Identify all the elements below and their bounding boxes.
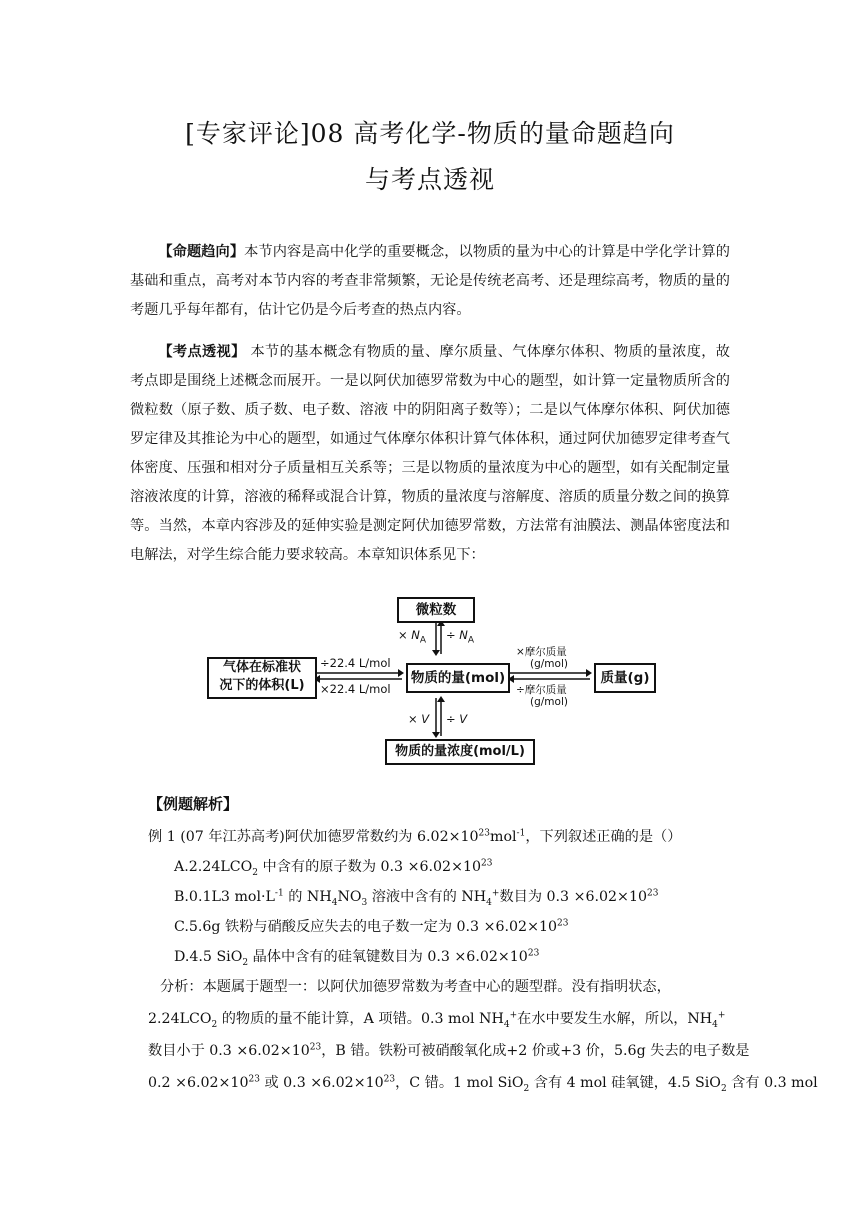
div-v-label: ÷ V bbox=[446, 712, 468, 726]
concentration-box: 物质的量浓度(mol/L) bbox=[385, 739, 535, 765]
trend-text: 本节内容是高中化学的重要概念，以物质的量为中心的计算是中学化学计算的基础和重点，高考对本节内容的考查非常频繁，无论是传统老高考、还是理综高考，物质的量的考题几乎每年都有，估计它仍是今后考查的热点内容。 bbox=[130, 244, 730, 318]
times-v-label: × V bbox=[408, 712, 430, 726]
examples-header: 【例题解析】 bbox=[148, 795, 239, 813]
page-title-line2: 与考点透视 bbox=[364, 165, 495, 194]
analysis-line-3: 数目小于 $0.3 \times 6.02\times 10^{23}$，B 错。铁粉可被硝酸氧化成+2 价或+3 价，5.6g 失去的电子数是 bbox=[148, 1042, 750, 1059]
div-na-label: ÷ $N_A$ bbox=[446, 628, 475, 646]
exam-point-label: 【考点透视】 bbox=[158, 344, 246, 360]
example1-option-c: C.5.6g 铁粉与硝酸反应失去的电子数一定为 $0.3 \times 6.02\times 10^{23}$ bbox=[174, 918, 569, 935]
exam-point-paragraph bbox=[130, 338, 730, 570]
times-molar-mass-label: ×摩尔质量 bbox=[516, 646, 567, 658]
molar-mass-unit-bottom: (g/mol) bbox=[530, 696, 568, 708]
exam-point-text: 本节的基本概念有物质的量、摩尔质量、气体摩尔体积、物质的量浓度，故考点即是围绕上述概念而展开。一是以阿伏加德罗常数为中心的题型，如计算一定量物质所含的微粒数（原子数、质子数、电子数、溶液 中的阴阳离子数等）；二是以气体摩尔体积、阿伏加德罗定律及其推论为中心的题型，如通过气体摩尔体积计算气体体积，通过阿伏加德罗定律考查气体密度、压强和相对分子质量相互关系等；三是以物质的量浓度为中心的题型，如有关配制定量溶液浓度的计算，溶液的稀释或混合计算，物质的量浓度与溶解度、溶质的质量分数之间的换算等。当然，本章内容涉及的延伸实验是测定阿伏加德罗常数，方法常有油膜法、测晶体密度法和电解法，对学生综合能力要求较高。本章知识体系见下： bbox=[130, 344, 730, 563]
trend-paragraph bbox=[130, 238, 730, 325]
div-224-label: ÷22.4 L/mol bbox=[320, 656, 391, 670]
analysis-line-1: 分析：本题属于题型一：以阿伏加德罗常数为考查中心的题型群。没有指明状态， bbox=[160, 979, 671, 995]
particles-box: 微粒数 bbox=[397, 597, 475, 623]
times-224-label: ×22.4 L/mol bbox=[320, 682, 391, 696]
knowledge-diagram bbox=[180, 590, 700, 770]
example1-option-b: B.0.1L3 $mol\cdot L^{-1}$ 的 $NH_4NO_3$ 溶液中含有的 $NH_4^+$数目为 $0.3 \times 6.02\times 10^{23}$ bbox=[174, 888, 659, 908]
molar-mass-unit-top: (g/mol) bbox=[530, 658, 568, 670]
mass-box: 质量(g) bbox=[594, 663, 656, 693]
example1-option-d: D.4.5 SiO$_2$ 晶体中含有的硅氧键数目为 $0.3 \times 6.02\times 10^{23}$ bbox=[174, 948, 540, 968]
trend-label: 【命题趋向】 bbox=[158, 244, 245, 260]
times-na-label: × $N_A$ bbox=[398, 628, 427, 646]
example1-option-a: $A.2.24LCO_2$ 中含有的原子数为 $0.3 \times 6.02\times 10^{23}$ bbox=[174, 858, 493, 878]
example1-stem: 例 1 (07 年江苏高考)阿伏加德罗常数约为 $6.02\times 10^{23}mol^{-1}$，下列叙述正确的是（） bbox=[148, 828, 682, 845]
page-title-line1: [专家评论]08 高考化学-物质的量命题趋向 bbox=[185, 119, 675, 148]
amount-box: 物质的量(mol) bbox=[406, 663, 510, 693]
div-molar-mass-label: ÷摩尔质量 bbox=[516, 684, 567, 696]
analysis-line-4: $0.2 \times 6.02\times 10^{23}$ 或 $0.3 \times 6.02\times 10^{23}$，C 错。1 mol SiO$_2$ 含有 4 mol 硅氧键，4.5 SiO$_2$ 含有 0.3 mol bbox=[148, 1074, 818, 1094]
gas-volume-box: 气体在标准状 况下的体积(L) bbox=[207, 657, 317, 699]
analysis-line-2: $2.24LCO_2$ 的物质的量不能计算，A 项错。0.3 mol $NH_4^+$在水中要发生水解，所以，$NH_4^+$ bbox=[148, 1010, 726, 1030]
